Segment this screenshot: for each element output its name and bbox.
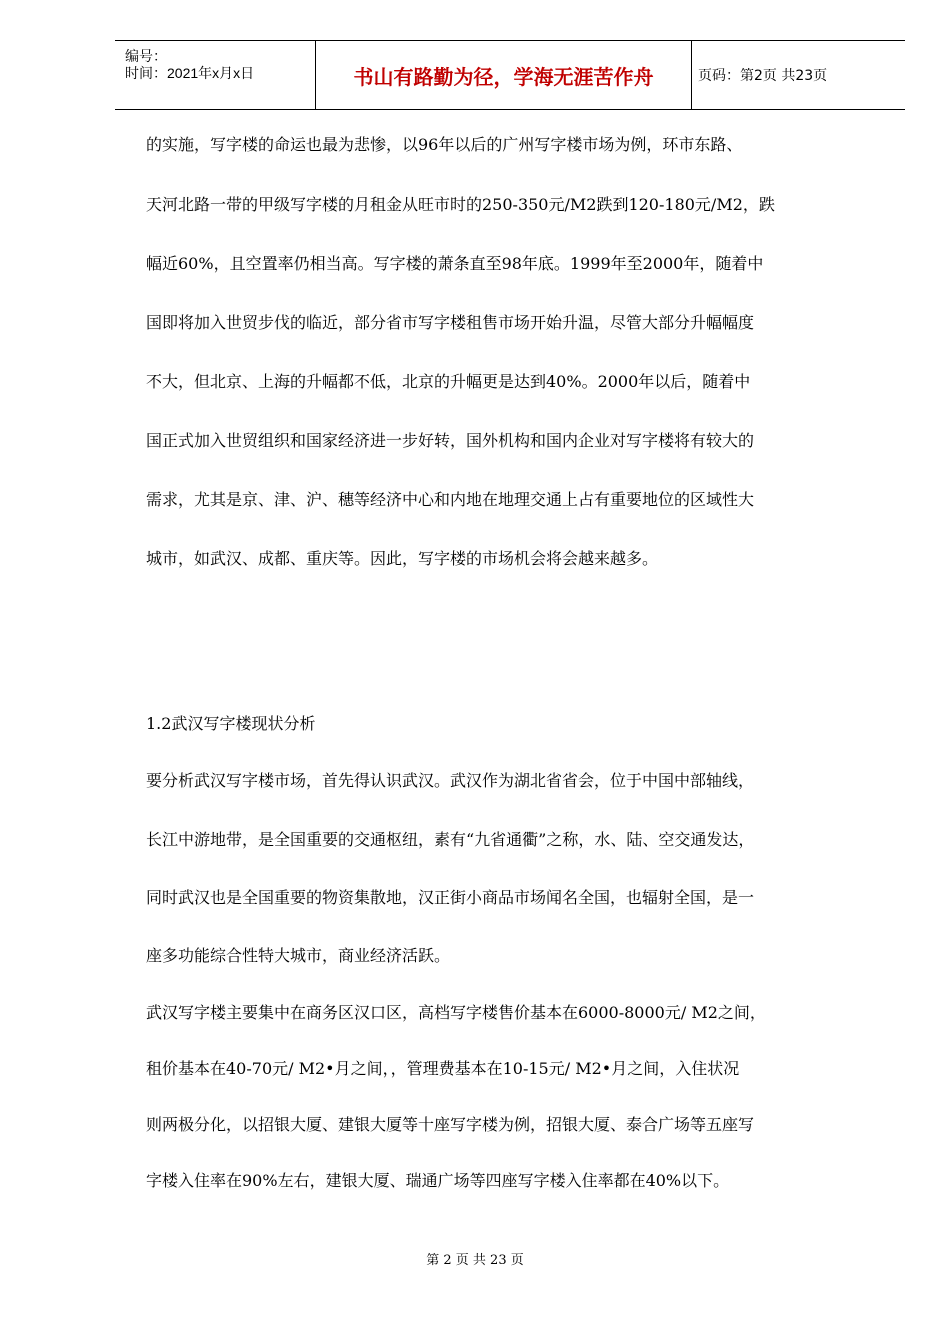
text-line: 租价基本在40-70元/ M2•月之间，，管理费基本在10-15元/ M2•月之间，入住状况 <box>146 1059 740 1078</box>
text-line: 国即将加入世贸步伐的临近，部分省市写字楼租售市场开始升温，尽管大部分升幅幅度 <box>146 313 755 332</box>
text-line: 武汉写字楼主要集中在商务区汉口区，高档写字楼售价基本在6000-8000元/ M2之间， <box>146 1003 766 1022</box>
text-line: 的实施，写字楼的命运也最为悲惨，以96年以后的广州写字楼市场为例，环市东路、 <box>146 135 743 154</box>
text-line: 城市，如武汉、成都、重庆等。因此，写字楼的市场机会将会越来越多。 <box>146 549 659 568</box>
header-meta <box>115 41 315 109</box>
text-line: 需求，尤其是京、津、沪、穗等经济中心和内地在地理交通上占有重要地位的区域性大 <box>146 490 755 509</box>
text-line: 天河北路一带的甲级写字楼的月租金从旺市时的250-350元/M2跌到120-180元/M2，跌 <box>146 195 775 214</box>
text-line: 国正式加入世贸组织和国家经济进一步好转，国外机构和国内企业对写字楼将有较大的 <box>146 431 755 450</box>
page-footer: 第 2 页 共 23 页 <box>426 1253 524 1268</box>
text-line: 长江中游地带，是全国重要的交通枢纽，素有“九省通衢”之称，水、陆、空交通发达， <box>146 830 755 849</box>
text-line: 要分析武汉写字楼市场，首先得认识武汉。武汉作为湖北省省会，位于中国中部轴线， <box>146 771 755 790</box>
text-line: 则两极分化，以招银大厦、建银大厦等十座写字楼为例，招银大厦、泰合广场等五座写 <box>146 1115 755 1134</box>
text-line: 座多功能综合性特大城市，商业经济活跃。 <box>146 946 451 965</box>
text-line: 不大，但北京、上海的升幅都不低，北京的升幅更是达到40%。2000年以后，随着中 <box>146 372 751 391</box>
text-line: 同时武汉也是全国重要的物资集散地，汉正街小商品市场闻名全国，也辐射全国，是一 <box>146 888 755 907</box>
section-heading-text: 1.2武汉写字楼现状分析 <box>146 714 316 733</box>
text-line: 字楼入住率在90%左右，建银大厦、瑞通广场等四座写字楼入住率都在40%以下。 <box>146 1171 730 1190</box>
page-header <box>115 40 905 110</box>
header-page-info: 页码：第2页 共23页 <box>698 68 828 84</box>
header-motto: 书山有路勤为径，学海无涯苦作舟 <box>315 41 692 109</box>
document-time-label: 时间：2021年x月x日 <box>125 65 255 81</box>
text-line: 幅近60%，且空置率仍相当高。写字楼的萧条直至98年底。1999年至2000年，随着中 <box>146 254 764 273</box>
document-number-label: 编号： <box>125 48 167 64</box>
